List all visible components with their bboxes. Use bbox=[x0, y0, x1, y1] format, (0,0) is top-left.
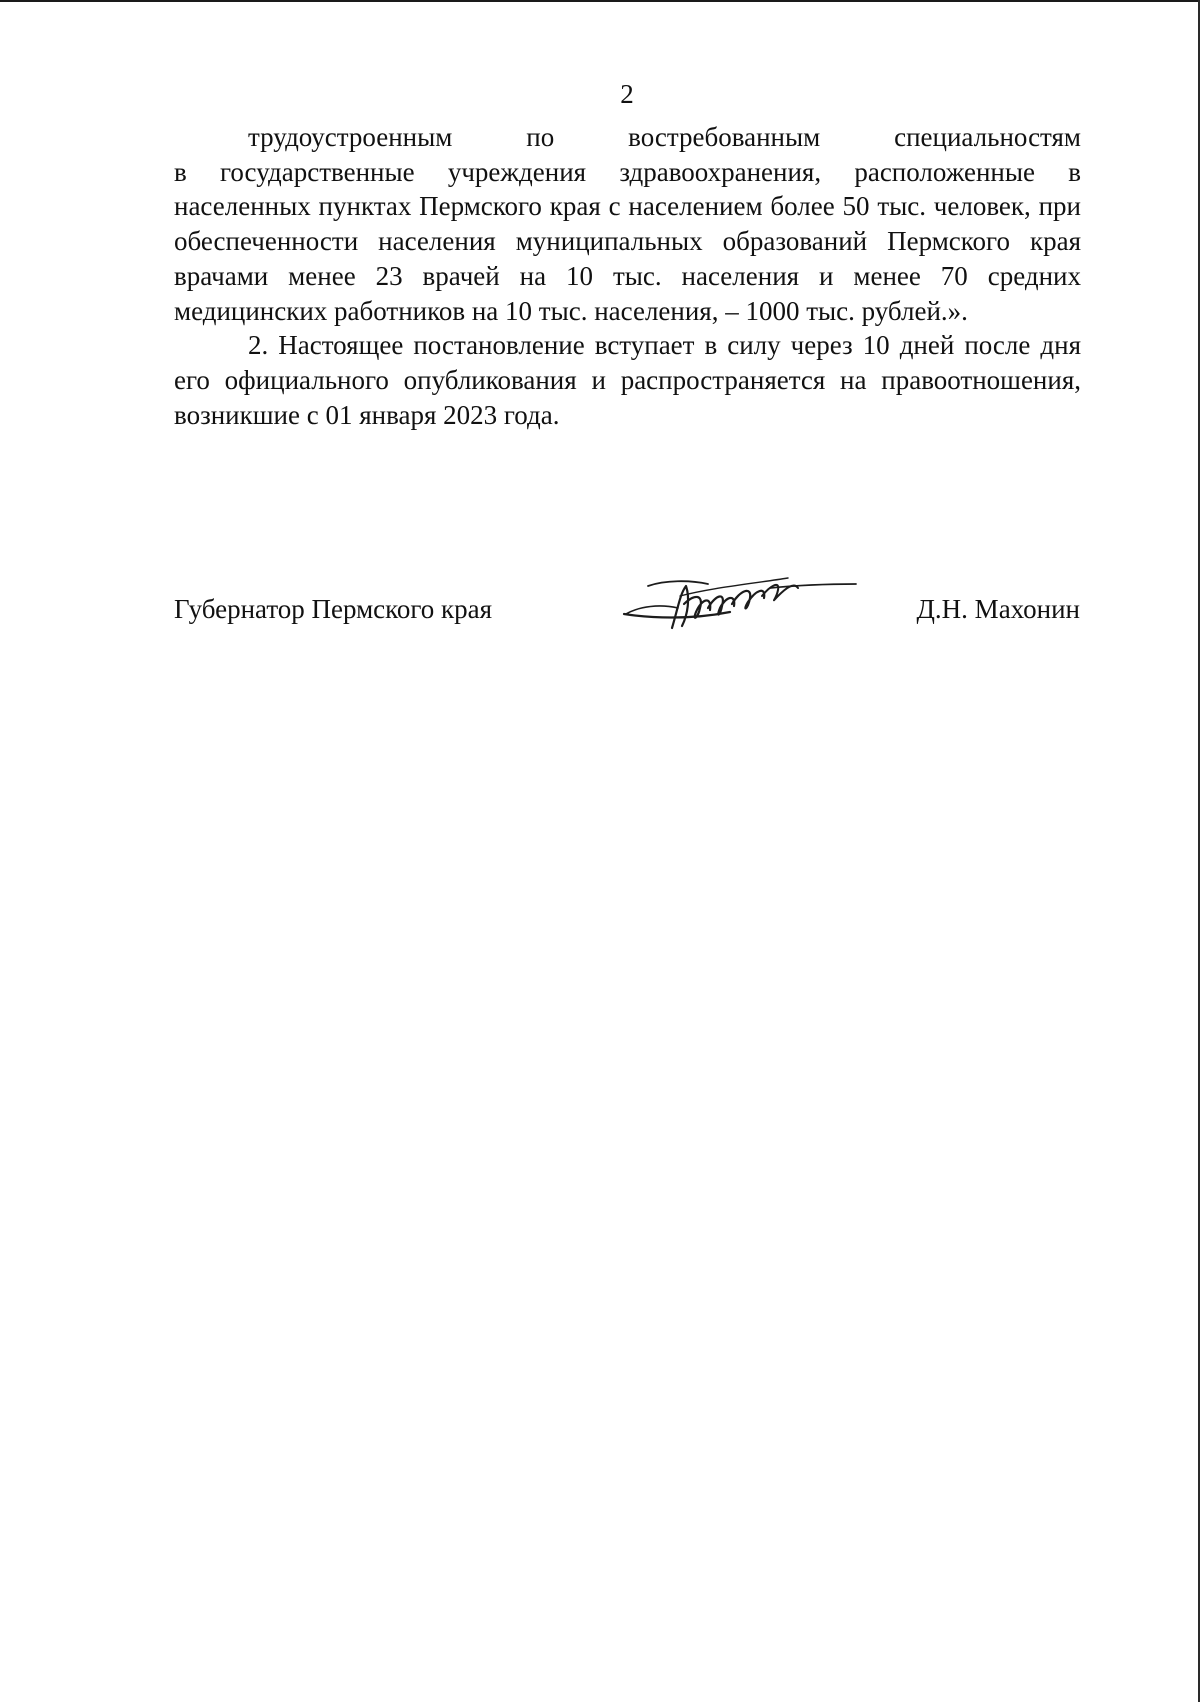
handwritten-signature-icon bbox=[620, 568, 860, 640]
document-body bbox=[174, 120, 1081, 432]
scan-border-top bbox=[0, 0, 1200, 2]
page-number: 2 bbox=[620, 79, 634, 109]
signatory-position: Губернатор Пермского края bbox=[174, 594, 493, 624]
paragraph-1-continuation: в государственные учреждения здравоохранения, расположенные в населенных пунктах Пермского края с населением более 50 тыс. человек, при обеспеченности населения муниципальных образований Пермского края врачами менее 23 врачей на 10 тыс. населения и менее 70 средних медицинских работников на 10 тыс. населения, – 1000 тыс. рублей.». bbox=[174, 156, 1081, 326]
paragraph-2: 2. Настоящее постановление вступает в силу через 10 дней после дня его официального опубликования и распространяется на правоотношения, возникшие с 01 января 2023 года. bbox=[174, 330, 1081, 430]
signatory-name: Д.Н. Махонин bbox=[916, 594, 1080, 624]
paragraph-1-first-line: трудоустроенным по востребованным специальностям bbox=[248, 122, 1081, 152]
